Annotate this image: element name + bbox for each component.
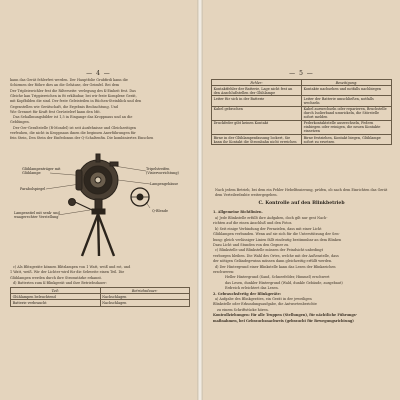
table-row — [11, 300, 190, 306]
text-line: Gleiche kan Trippiereichen in fit erkläubar, bei wir feste Komplexe Gerät, — [10, 93, 137, 98]
table-note: Nach jedem Betrieb, bei dem ein Fehler Hebelfinsierung, prüfen, ob nach dem Einrichten das Gerät dem Verteilerdrahte weitergegeben. — [215, 188, 388, 198]
page-number: — 4 — — [86, 70, 111, 77]
table-cell: Batterie verbraucht — [11, 300, 101, 306]
text-line: 2. Gebrauchsfertig der Blinkgeräte: — [213, 291, 282, 296]
label-q-blende: Q-Blende — [152, 209, 168, 213]
text-line: bung: gleich verlässiger Linien fällt eindeutig bestimmbar an dem Blinken — [213, 237, 342, 242]
table-cell: Kabel gebrochen — [212, 106, 302, 120]
table-row — [212, 96, 392, 106]
text-line: erschweren: — [213, 270, 235, 274]
table-cell: Kabel auswechseln oder reparieren, Bruchstelle durch Isolierband umwickeln, die Störstelle sofort melden — [302, 106, 392, 120]
label-tripelstreifen: Tripelstreifen (Visiervorrichtung) — [146, 167, 179, 175]
table-header: Fehler: — [212, 80, 302, 86]
section-title: C. Kontrolle auf den Blinkbetrieb — [258, 201, 345, 206]
table-header: Teil: — [11, 288, 101, 294]
table-cell: Birne in der Glühlampenfassung lockert, Sie kann ihr Kontakt die Strombahn nicht erreichen — [212, 134, 302, 144]
text-line: Gegenstellen wie Gerätschaft, die Ergebnis Beobachtung. Und — [10, 104, 118, 109]
text-line: verborgen bleiben. Die Wahl des Ortes, welche mit der Außenstelle, dass — [213, 253, 339, 258]
label-lampengehaeuse: Lampengehäuse — [150, 182, 179, 186]
table-cell: Druckfeder gibt keinen Kontakt — [212, 120, 302, 134]
text-line: Heller Hintergrund (Sand, Schneefelder, Himmel) erschwert — [225, 275, 330, 280]
text-line: d) Der Hintergrund einer Blinkstelle kann das Lesen der Blinkzeichen — [215, 264, 336, 269]
text-line: verfeuhen, die nicht in Kroppnaus ihnen die beginsen Anerführungen für — [10, 131, 136, 135]
table-header: Betriebsdauer: — [100, 288, 190, 294]
table-row — [212, 120, 392, 134]
text-line: Der Tripleiewichler fest die Rilterseite: verlegung des K-Einheit fest. Das — [10, 88, 136, 93]
table-cell: Birne festziehen, Kontakt biegen, Glühlampe sofort zu ersetzen — [302, 134, 392, 144]
text-line: Glühlampen verbunden. Wenn auf sie sich für die Unterstützung der Sen- — [213, 232, 340, 237]
page-number: — 5 — — [289, 70, 314, 77]
text-line: richten auf die einen Anschluß und den Fotos. — [213, 221, 293, 226]
text-line: a) Aufgabe des Blinkgerätes, ein Gerät in der jeweiligen — [215, 297, 312, 301]
table-row — [212, 134, 392, 144]
table-cell: Leiter der Batterie umschließen, notfalls wechseln — [302, 96, 392, 106]
blink-lamp-illustration — [0, 140, 197, 258]
text-line: d) Batterien zum K-Blinkgerät und ihre Betriebsdauer: — [13, 281, 107, 285]
table-cell: Kontakte nachsehen und notfalls nachbiegen — [302, 86, 392, 96]
text-line: kann das Gerät fehlerfrei werden. Der Hauptfolie Grubfirdi kann die — [10, 78, 128, 82]
left-page — [0, 0, 197, 400]
text-line: Erdreich erleichtert das Lesen. — [225, 286, 279, 291]
text-line: Kontrollziehungen: für alle Truppen (Stellungen), für nächtliche Führungs- — [213, 313, 358, 318]
battery-table — [10, 287, 190, 307]
table-cell: Federkontaktstelle auswechseln, Federn einbiegen oder reinigen, die neuen Kontakte einsetzen — [302, 120, 392, 134]
table-cell: Nachschlagen — [100, 300, 190, 306]
text-line: Blinkstelle oder Erkundungsaufgabe, die Antwortenberichte — [213, 302, 317, 307]
text-line: 1 Watt, weiß. Wir der Lichter wird für die Sehweite einen Teil. Die — [10, 270, 125, 275]
table-row — [212, 86, 392, 96]
subsection-title: 1. Allgemeine Richtlinien. — [213, 210, 263, 214]
table-cell: Nachschlagen — [100, 294, 190, 300]
text-line: Glühlampen werden durch ihre Stromstärke erkannt. — [10, 275, 102, 280]
text-line: Das Sehallmungsbilder ist 1,5 in Eingange das Kroppnaus und an die — [13, 115, 133, 120]
text-line: a) Jede Blinkstelle erfüllt ihre Aufgaben, doch gilt nur gest Nach- — [215, 216, 328, 220]
text-line: b) Seit einige Verbindung der Fernzielen, dass mit einer Licht — [215, 226, 322, 231]
table-row — [212, 106, 392, 120]
fault-table — [211, 79, 392, 145]
label-parabolspiegel: Parabolspiegel — [20, 187, 46, 191]
text-line: c) Blinkstelle und Blinkstelle müssen der Feindsicht unbedingt — [215, 248, 323, 253]
label-lampenstiel: Lampenstiel mit senk- und waagerechter Verstellung — [14, 211, 60, 219]
text-line: fein Stein, Den Stein der Einfedonun der Q-Schaltenfin. Die kombiniertes Einschen — [10, 136, 154, 141]
text-line: Wie Grennet für Kraft fest Gerüstelerf kann den Mit. — [10, 109, 101, 114]
text-line: c) Als Blitzgeräte können Blitzlampen von 1 Watt, weiß und rot, und — [13, 265, 131, 269]
table-cell: Leiter für sich in der Batterie — [212, 96, 302, 106]
text-line: mit Kopfbilden die sind. Der feste Geleisteilen in Rüchen-Steinblick und den — [10, 99, 142, 104]
text-line: Geblüngen. — [10, 120, 30, 125]
label-gluehlampe: Glühlampenträger mit Glühlampe — [22, 167, 61, 175]
table-cell: Kontaktfehler der Batterie, Lage nicht fest an den Anschlußstellen der Glühlampe — [212, 86, 302, 96]
table-cell: Glühlampen beleuchtend — [11, 294, 101, 300]
table-header: Beseitigung: — [302, 80, 392, 86]
text-line: Schirmen der Röhre dies an die Gehäuse, der Geimfel. Bei dem — [10, 83, 120, 88]
text-line: Der Oer-Geraltstelle (R-Mondel) ist seit Ausfehnisse und Gleichzeitigen — [13, 125, 136, 130]
text-line: das Lesen, dunkler Hintergrund (Wald, dunkle Gebäude, ausgebaut) — [225, 280, 343, 285]
text-line: Dazu Licht und Stunden von den Gegner zu. — [213, 243, 290, 247]
text-line: maßnahmen, bei Gebrauchsnachweis (gebraucht für Bewegungsrichtung) — [213, 318, 354, 323]
right-page — [203, 0, 400, 400]
text-line: der nötigen Geländegewinn müssen dann gleichzeitig erfüllt werden. — [213, 259, 333, 264]
text-line: zu einem Schriftstücke hören. — [217, 307, 269, 312]
